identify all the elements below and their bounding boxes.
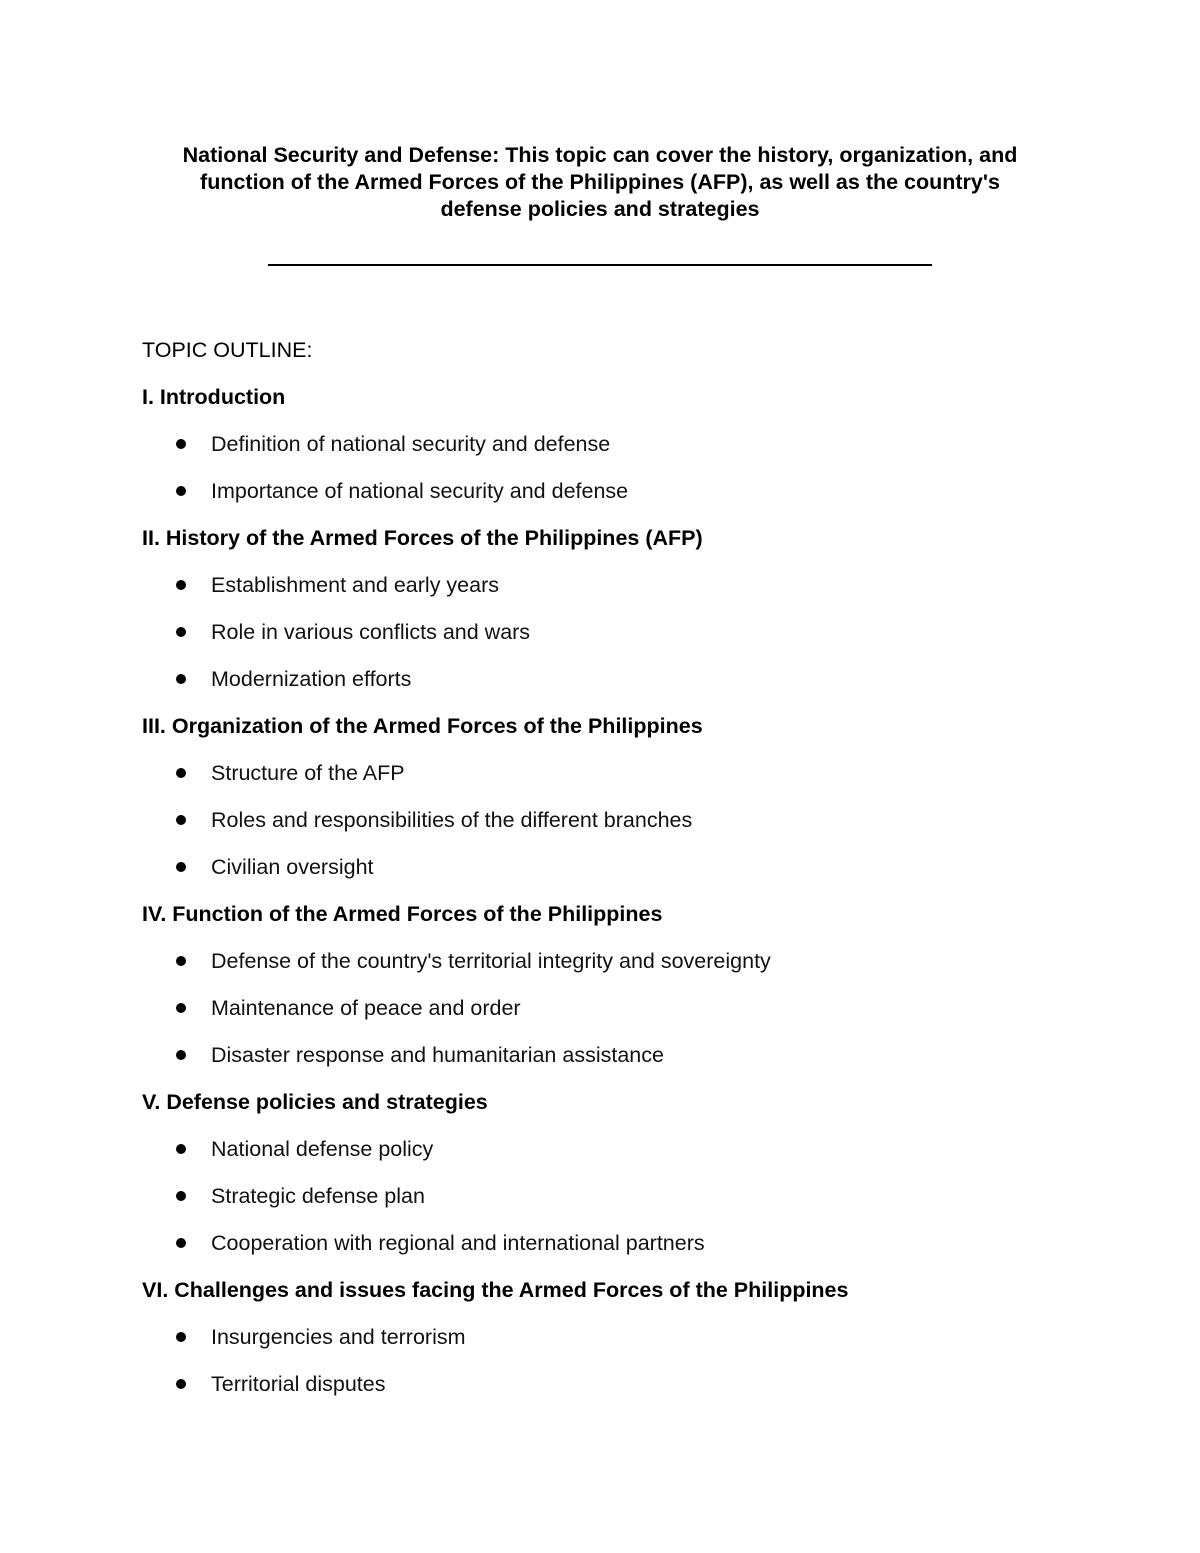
list-item-text: Cooperation with regional and international partners [211, 1231, 705, 1255]
document-title [140, 142, 1060, 223]
bullet-list [142, 1324, 1092, 1418]
section-heading: IV. Function of the Armed Forces of the Philippines [142, 902, 663, 926]
list-item-text: Roles and responsibilities of the different branches [211, 808, 693, 832]
list-item-text: Modernization efforts [211, 667, 412, 691]
bullet-list [142, 948, 1092, 1089]
bullet-icon [176, 1379, 186, 1389]
bullet-list [142, 572, 1092, 713]
bullet-list [142, 431, 1092, 525]
section-heading: V. Defense policies and strategies [142, 1090, 488, 1114]
outline-section-history [142, 525, 1092, 713]
list-item [142, 948, 1092, 995]
outline-section-challenges [142, 1277, 1092, 1418]
section-heading: VI. Challenges and issues facing the Armed Forces of the Philippines [142, 1278, 849, 1302]
list-item-text: Strategic defense plan [211, 1184, 425, 1208]
title-line: National Security and Defense: This topic can cover the history, organization, and [182, 143, 1018, 167]
list-item-text: Civilian oversight [211, 855, 374, 879]
outline-heading: TOPIC OUTLINE: [142, 338, 313, 362]
section-heading: I. Introduction [142, 385, 286, 409]
bullet-icon [176, 486, 186, 496]
horizontal-divider [268, 264, 932, 266]
list-item-text: Structure of the AFP [211, 761, 405, 785]
bullet-icon [176, 1332, 186, 1342]
bullet-icon [176, 580, 186, 590]
bullet-icon [176, 1050, 186, 1060]
list-item [142, 478, 1092, 525]
outline-section-introduction [142, 384, 1092, 525]
list-item [142, 619, 1092, 666]
section-heading: III. Organization of the Armed Forces of the Philippines [142, 714, 703, 738]
list-item [142, 995, 1092, 1042]
list-item [142, 854, 1092, 901]
list-item-text: Role in various conflicts and wars [211, 620, 531, 644]
bullet-list [142, 760, 1092, 901]
list-item-text: Insurgencies and terrorism [211, 1325, 466, 1349]
bullet-list [142, 1136, 1092, 1277]
outline-section-organization [142, 713, 1092, 901]
list-item-text: Definition of national security and defense [211, 432, 611, 456]
list-item [142, 666, 1092, 713]
bullet-icon [176, 1003, 186, 1013]
list-item [142, 1371, 1092, 1418]
bullet-icon [176, 674, 186, 684]
list-item [142, 760, 1092, 807]
list-item [142, 1136, 1092, 1183]
list-item-text: Disaster response and humanitarian assistance [211, 1043, 664, 1067]
list-item [142, 431, 1092, 478]
bullet-icon [176, 1144, 186, 1154]
bullet-icon [176, 956, 186, 966]
list-item [142, 807, 1092, 854]
bullet-icon [176, 862, 186, 872]
list-item-text: National defense policy [211, 1137, 434, 1161]
section-heading: II. History of the Armed Forces of the Philippines (AFP) [142, 526, 703, 550]
list-item [142, 1183, 1092, 1230]
list-item [142, 572, 1092, 619]
list-item [142, 1324, 1092, 1371]
bullet-icon [176, 1191, 186, 1201]
list-item [142, 1230, 1092, 1277]
list-item-text: Maintenance of peace and order [211, 996, 521, 1020]
list-item [142, 1042, 1092, 1089]
list-item-text: Importance of national security and defense [211, 479, 629, 503]
list-item-text: Territorial disputes [211, 1372, 386, 1396]
outline-section-defense-policies [142, 1089, 1092, 1277]
bullet-icon [176, 1238, 186, 1248]
title-line: defense policies and strategies [440, 197, 760, 221]
list-item-text: Defense of the country's territorial integrity and sovereignty [211, 949, 771, 973]
topic-outline [142, 337, 1092, 1418]
list-item-text: Establishment and early years [211, 573, 500, 597]
bullet-icon [176, 815, 186, 825]
title-line: function of the Armed Forces of the Philippines (AFP), as well as the country's [200, 170, 1000, 194]
outline-section-function [142, 901, 1092, 1089]
bullet-icon [176, 627, 186, 637]
bullet-icon [176, 439, 186, 449]
bullet-icon [176, 768, 186, 778]
